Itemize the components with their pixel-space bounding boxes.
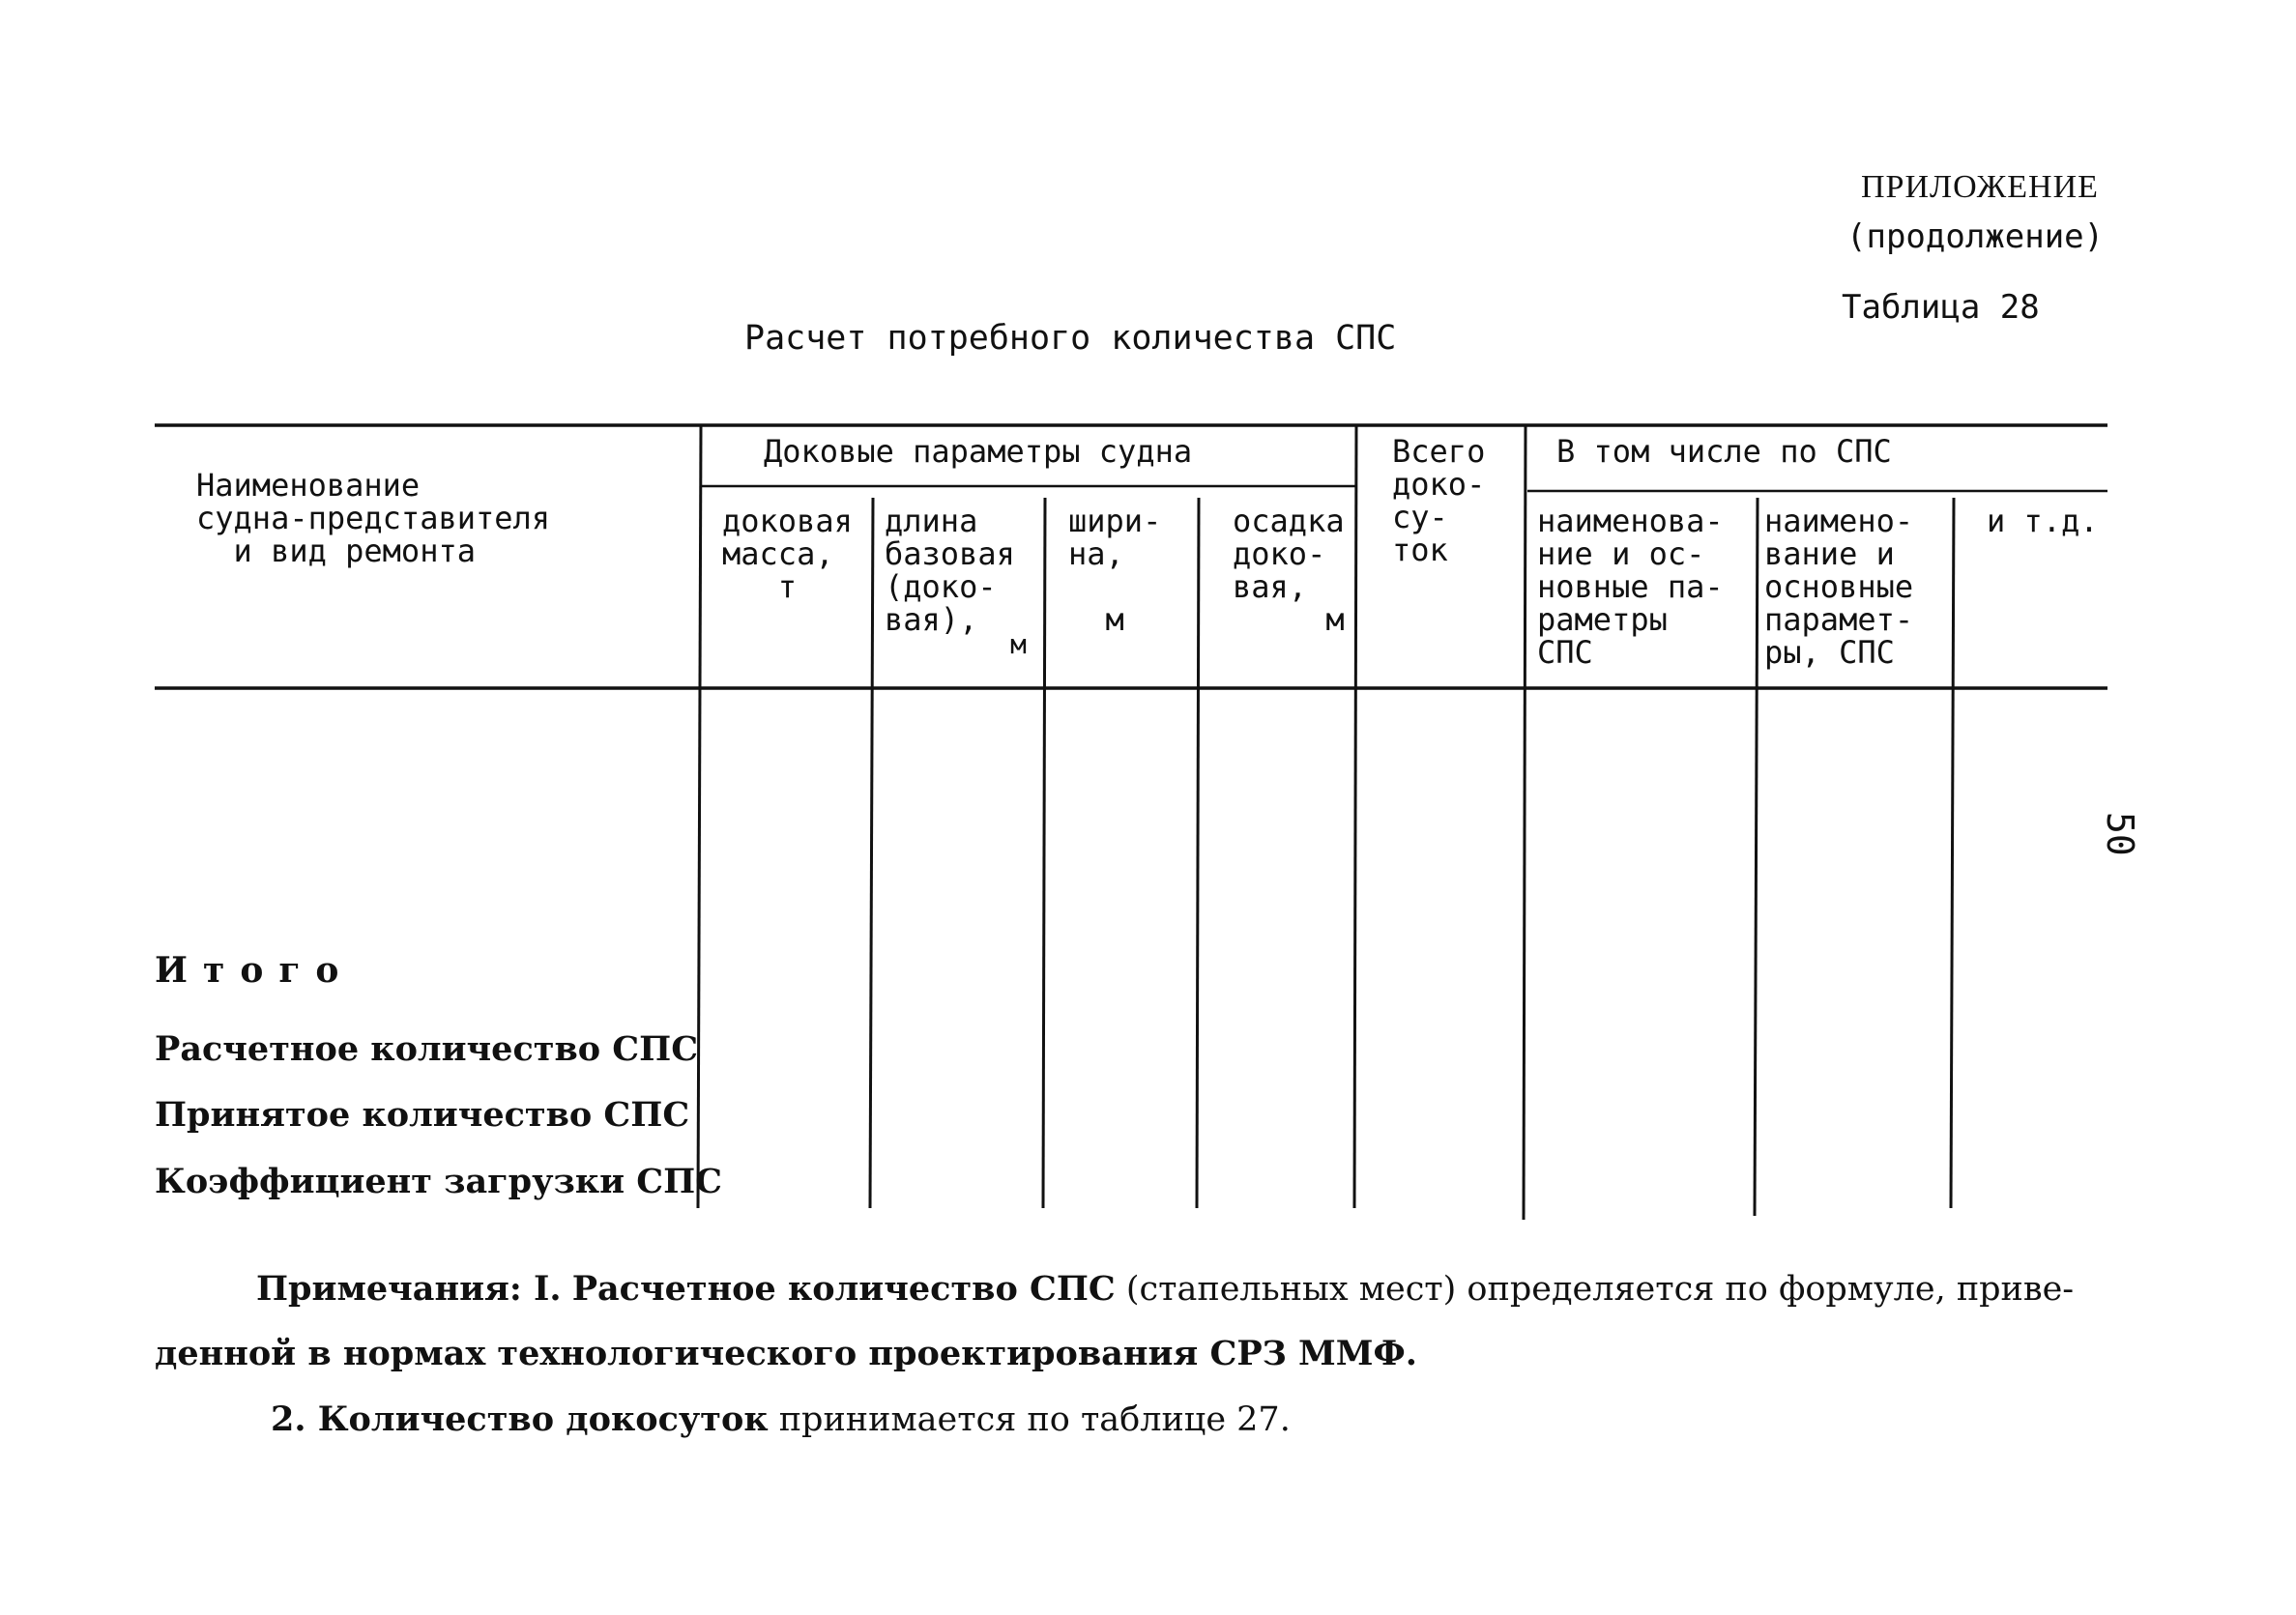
- col-header-sps-1: наименова- ние и ос- новные па- раметры СПС: [1537, 503, 1724, 671]
- col-line-3: [1043, 498, 1045, 1208]
- col-line-2: [870, 498, 873, 1208]
- col-header-sps-2: наимено- вание и основные парамет- ры, СПС: [1764, 503, 1914, 671]
- row-label-calculated-count: Расчетное количество СПС: [155, 1029, 699, 1069]
- col-line-7: [1755, 498, 1758, 1216]
- annex-continuation: (продолжение): [1846, 217, 2105, 256]
- col-header-total-dock-days: Всего доко- су- ток: [1392, 433, 1486, 568]
- row-label-total: Итого: [155, 950, 355, 991]
- col-line-6: [1524, 425, 1526, 1220]
- col-group-including-sps: В том числе по СПС: [1556, 433, 1892, 470]
- table-number: Таблица 28: [1842, 288, 2040, 327]
- col-header-ship-name: Наименование судна-представителя и вид ремонта: [196, 467, 551, 569]
- col-line-8: [1951, 498, 1954, 1208]
- annex-label: ПРИЛОЖЕНИЕ: [1861, 169, 2099, 205]
- note2-part2: принимается по таблице 27.: [778, 1400, 1291, 1439]
- notes-line-2: денной в нормах технологического проектирования СРЗ ММФ.: [155, 1334, 1417, 1373]
- col-line-4: [1197, 498, 1199, 1208]
- note2-part1: 2. Количество докосуток: [271, 1399, 769, 1439]
- col-header-etc: и т.д.: [1987, 503, 2099, 539]
- note1-part1: Расчетное количество СПС: [571, 1269, 1116, 1309]
- col-header-dock-mass: доковая масса, т: [722, 503, 853, 605]
- col-line-5: [1354, 425, 1356, 1208]
- col-group-dock-params: Доковые параметры судна: [764, 433, 1193, 470]
- notes-prefix: Примечания: I.: [256, 1269, 562, 1309]
- row-label-accepted-count: Принятое количество СПС: [155, 1095, 690, 1135]
- document-title: Расчет потребного количества СПС: [744, 319, 1397, 358]
- notes-line-1: [256, 1269, 2074, 1309]
- page-number: 50: [2099, 812, 2141, 856]
- col-header-draft: осадка доко- вая, м: [1233, 503, 1345, 638]
- row-label-load-coefficient: Коэффициент загрузки СПС: [155, 1162, 723, 1201]
- col-header-base-length: длина базовая (доко- вая),: [885, 503, 1015, 638]
- notes-line-3: [271, 1399, 1291, 1439]
- base-length-unit: м: [1010, 628, 1027, 660]
- col-header-width: шири- на, м: [1068, 503, 1162, 638]
- note1-part2: (стапельных мест) определяется по формуле, приве-: [1125, 1270, 2075, 1309]
- col-line-1: [698, 425, 701, 1208]
